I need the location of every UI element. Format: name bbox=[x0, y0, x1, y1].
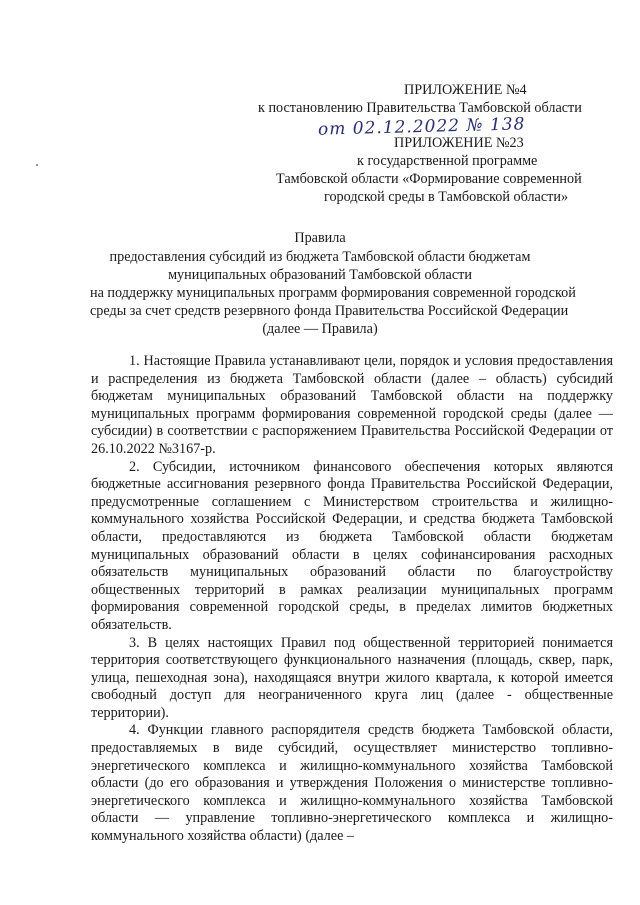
paragraph-4: 4. Функции главного распорядителя средств бюджета Тамбовской области, предоставляемых в виде субсидий, осуществляет министерство топливно-энергетического комплекса и жилищно-коммунального хозяйства Тамбовской области (до его образования и утверждения Положения о министерстве топливно-энергетического комплекса и жилищно-коммунального хозяйства Тамбовской области — управление топливно-энергетического комплекса и жилищно-коммунального хозяйства области) (далее – bbox=[91, 722, 613, 845]
rules-title-line5: среды за счет средств резервного фонда Правительства Российской Федерации bbox=[90, 303, 569, 319]
paragraph-1: 1. Настоящие Правила устанавливают цели, порядок и условия предоставления и распределения из бюджета Тамбовской области (далее – область) субсидий бюджетам муниципальных образований Тамбовской области на поддержку муниципальных программ формирования современной городской среды (далее — субсидии) в соответствии с распоряжением Правительства Российской Федерации от 26.10.2022 №3167-р. bbox=[91, 353, 613, 457]
program-name-line2: городской среды в Тамбовской области» bbox=[324, 189, 569, 205]
appendix-title: ПРИЛОЖЕНИЕ №4 bbox=[404, 82, 527, 98]
rules-title-line3: муниципальных образований Тамбовской области bbox=[168, 267, 472, 283]
paragraph-3: 3. В целях настоящих Правил под общественной территорией понимается территория соответствующего функционального назначения (площадь, сквер, парк, улица, пешеходная зона), находящаяся внутри жилого квартала, к которой имеется свободный доступ для неограниченного круга лиц (далее - общественные территории). bbox=[91, 634, 613, 721]
program-reference: к государственной программе bbox=[357, 153, 538, 169]
rules-body bbox=[91, 353, 613, 846]
rules-title-line4: на поддержку муниципальных программ формирования современной городской bbox=[90, 285, 576, 301]
program-name-line1: Тамбовской области «Формирование современной bbox=[276, 171, 582, 187]
rules-title: Правила bbox=[294, 230, 346, 246]
paragraph-2: 2. Субсидии, источником финансового обеспечения которых являются бюджетные ассигнования резервного фонда Правительства Российской Федерации, предусмотренные соглашением с Министерством строительства и жилищно-коммунального хозяйства Российской Федерации, и средства бюджета Тамбовской области, предоставляются из бюджета Тамбовской области бюджетам муниципальных образований области в целях софинансирования расходных обязательств муниципальных образований области по благоустройству общественных территорий в рамках реализации муниципальных программ формирования современной городской среды, в пределах лимитов бюджетных обязательств. bbox=[91, 458, 613, 633]
handwritten-date-number: от 02.12.2022 № 138 bbox=[317, 114, 526, 140]
rules-title-line2: предоставления субсидий из бюджета Тамбовской области бюджетам bbox=[109, 249, 531, 265]
rules-title-line6: (далее — Правила) bbox=[262, 321, 378, 337]
appendix23-title: ПРИЛОЖЕНИЕ №23 bbox=[394, 135, 524, 151]
resolution-reference: к постановлению Правительства Тамбовской области bbox=[258, 100, 582, 116]
scan-speck bbox=[36, 164, 38, 166]
